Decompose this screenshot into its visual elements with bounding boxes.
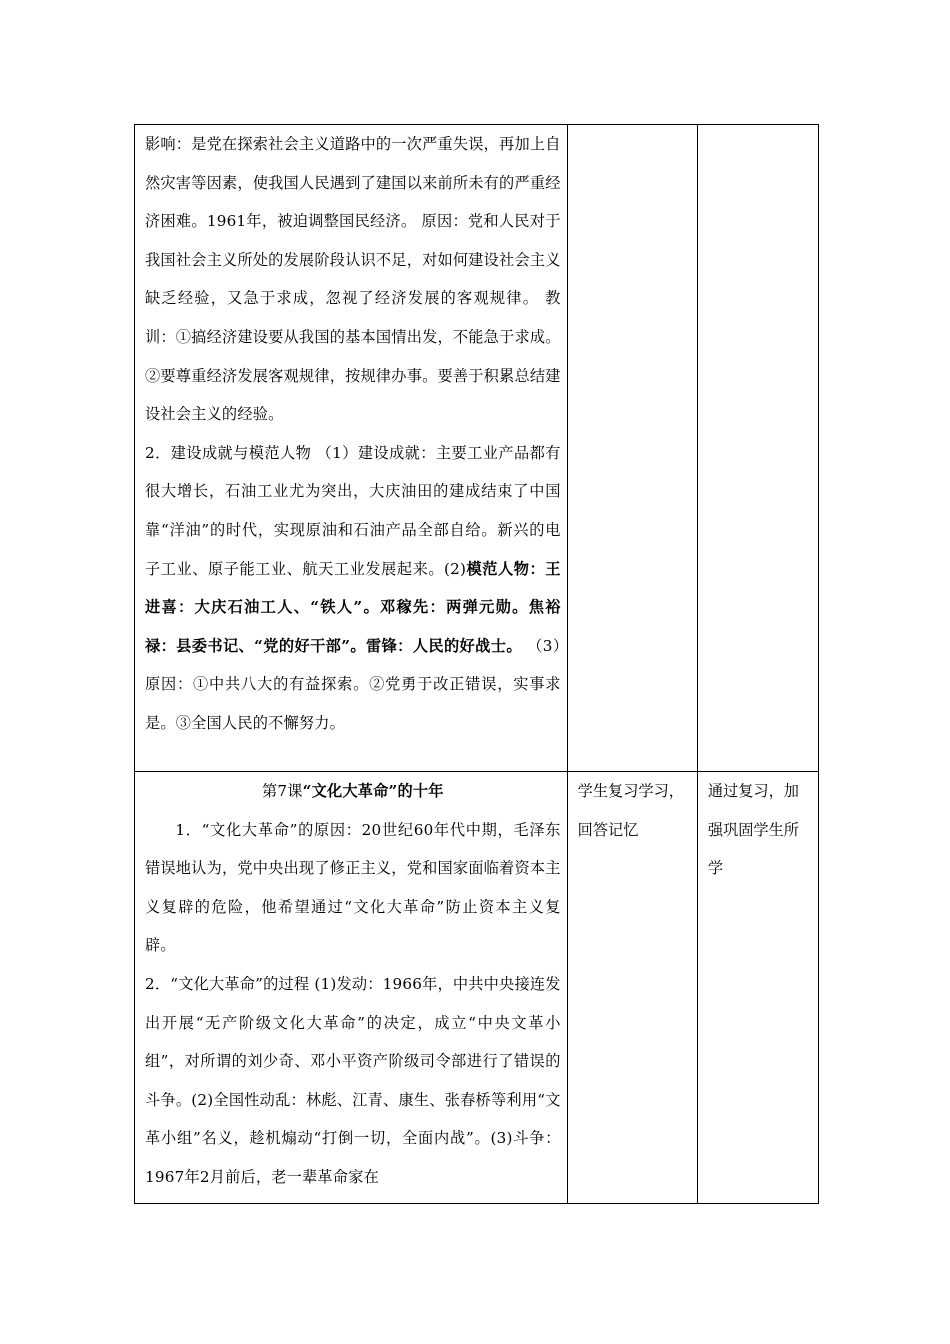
content-cell bbox=[135, 772, 568, 1204]
design-intent-text: 通过复习，加强巩固学生所学 bbox=[707, 782, 799, 878]
content-paragraph: 1．“文化大革命”的原因：20世纪60年代中期，毛泽东错误地认为，党中央出现了修正主义，党和国家面临着资本主义复辟的危险，他希望通过“文化大革命”防止资本主义复辟。 bbox=[145, 820, 561, 955]
content-paragraph: 2．“文化大革命”的过程 (1)发动：1966年，中共中央接连发出开展“无产阶级文化大革命”的决定，成立“中央文革小组”，对所谓的刘少奇、邓小平资产阶级司令部进行了错误的斗争。(2)全国性动乱：林彪、江青、康生、张春桥等利用“文革小组”名义，趁机煽动“打倒一切，全面内战”。(3)斗争：1967年2月前后，老一辈革命家在 bbox=[145, 974, 561, 1186]
design-intent-cell bbox=[697, 772, 818, 1204]
table-row bbox=[135, 772, 819, 1204]
content-paragraph: 影响：是党在探索社会主义道路中的一次严重失误，再加上自然灾害等因素，使我国人民遇到了建国以来前所未有的严重经济困难。1961年，被迫调整国民经济。 原因：党和人民对于我国社会主义所处的发展阶段认识不足，对如何建设社会主义缺乏经验，又急于求成，忽视了经济发展的客观规律。 教训：①搞经济建设要从我国的基本国情出发，不能急于求成。②要尊重经济发展客观规律，按规律办事。要善于积累总结建设社会主义的经验。 bbox=[145, 135, 561, 424]
content-paragraph bbox=[145, 434, 561, 743]
table-row bbox=[135, 125, 819, 772]
content-cell bbox=[135, 125, 568, 772]
student-activity-cell bbox=[567, 125, 697, 772]
bold-text: 模范人物：王进喜：大庆石油工人、“铁人”。邓稼先：两弹元勋。焦裕禄：县委书记、“党的好干部”。雷锋：人民的好战士。 bbox=[145, 559, 561, 655]
design-intent-cell bbox=[697, 125, 818, 772]
lesson-number: 第7课 bbox=[262, 782, 303, 800]
student-activity-text: 学生复习学习，回答记忆 bbox=[577, 782, 684, 839]
lesson-plan-table bbox=[134, 124, 819, 1204]
content-text: 2．建设成就与模范人物 （1）建设成就：主要工业产品都有很大增长，石油工业尤为突出，大庆油田的建成结束了中国靠“洋油”的时代，实现原油和石油产品全部自给。新兴的电子工业、原子能工业、航天工业发展起来。(2) bbox=[145, 443, 561, 578]
lesson-name: “文化大革命”的十年 bbox=[302, 782, 444, 800]
content-text: （3）原因：①中共八大的有益探索。②党勇于改正错误，实事求是。③全国人民的不懈努力。 bbox=[145, 636, 561, 732]
student-activity-cell bbox=[567, 772, 697, 1204]
lesson-title bbox=[145, 772, 561, 811]
